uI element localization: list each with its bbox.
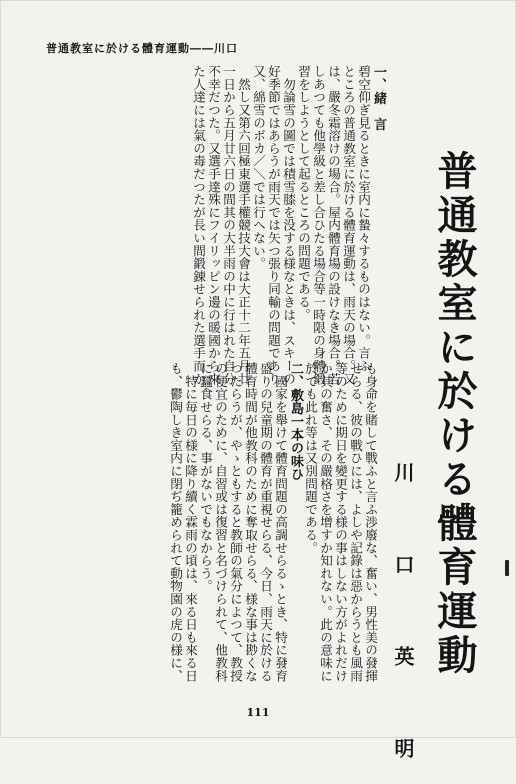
section2-line: 國家を舉けて體育問題の高調せらるゝとき、特に發育 — [273, 362, 288, 682]
section2-line: 盛りの兒童期の體育が重視せらる、今日、雨天に於ける — [258, 362, 273, 682]
running-head: 普通教室に於ける體育運動――川口 — [46, 42, 238, 55]
author-name: 川 口 英 明 — [391, 462, 415, 784]
section1-line: 好季節ではあらうが雨天では矢つ張り同輸の問題であり — [266, 65, 281, 385]
section1-line: は、嚴冬霜溶けの場合。屋内體育場の設けなき場合。若 — [326, 65, 341, 385]
page-number: 111 — [246, 706, 270, 719]
section1-line: ところの普通教室に於ける體育運動は、雨天の場合。又 — [341, 65, 356, 385]
section1-line: 然し又第六回極東選手權競技大會は大正十二年五月廿 — [236, 65, 251, 385]
section2-line: つたらうが、やゝともすると教師の氣分によつて、教授 — [228, 362, 243, 682]
section2-line: も、鬱陶しき室内に閉ぢ籠められて動物園の虎の様に、 — [168, 362, 183, 682]
section1-cont-line: せらる、彼の戰ひには、よしや記錄は惡からうとも風雨 — [348, 362, 363, 682]
section1-cont-line: 於ても此れ等は又別問題である。 — [303, 362, 318, 554]
section2-line: に蠶食せらる、事がないでもなからう。 — [198, 362, 213, 593]
section2-line: 特に毎日の様に降り續く霖雨の頃は、來る日も來る日 — [183, 362, 198, 682]
section1-block — [46, 65, 386, 395]
section1-line: しあつても他學級と差し合ひたる場合等一時限の身體鍛 — [311, 65, 326, 385]
section1-line: た人達には氣の毒だつたが長い間鍛錬せられた選手而か — [191, 65, 206, 385]
section1-line: 勿論雪の圖では積雪膝を没する様なときは、スキーの — [281, 65, 296, 385]
section1-line: 習をしようとして起るところの問題である。 — [296, 65, 311, 321]
section1-line: 不幸だつた。又選手達殊にフイリッピン邊の暖國から來 — [206, 65, 221, 385]
article-title: 普通教室に於ける體育運動 — [431, 150, 478, 678]
section1-cont-line: か其の奮さ、その嚴格さを增すか知れない。此の意味に — [318, 362, 333, 682]
section1-cont-line: も身命を賭して戰ふと言ふ渉廢な、奮い、男性美の發揮 — [363, 362, 378, 682]
section2-line: 體育時間が他教科のために奪取せらる、様な事は尠くな — [243, 362, 258, 682]
section2-heading: 二、敷島一本の味ひ — [288, 362, 303, 481]
margin-mark — [505, 560, 509, 576]
section1-cont-line: 等のために期日を變更する様の事はしない方がよれだけ — [333, 362, 348, 682]
section2-block — [46, 362, 378, 692]
section1-line: 又、綿雪のボカ／＼では行へない。 — [251, 65, 266, 270]
section2-line: の便宜のために、自習或は復習と名づけられて、他教科 — [213, 362, 228, 682]
section1-line: 碧空仰ぎ見るときに室内に蟄々するものはない。言ふ — [356, 65, 371, 373]
section1-heading: 一、緒 言 — [371, 65, 386, 131]
section1-line: 一日から五月廿六日の間其の大半雨の中に行はれた自分 — [221, 65, 236, 385]
